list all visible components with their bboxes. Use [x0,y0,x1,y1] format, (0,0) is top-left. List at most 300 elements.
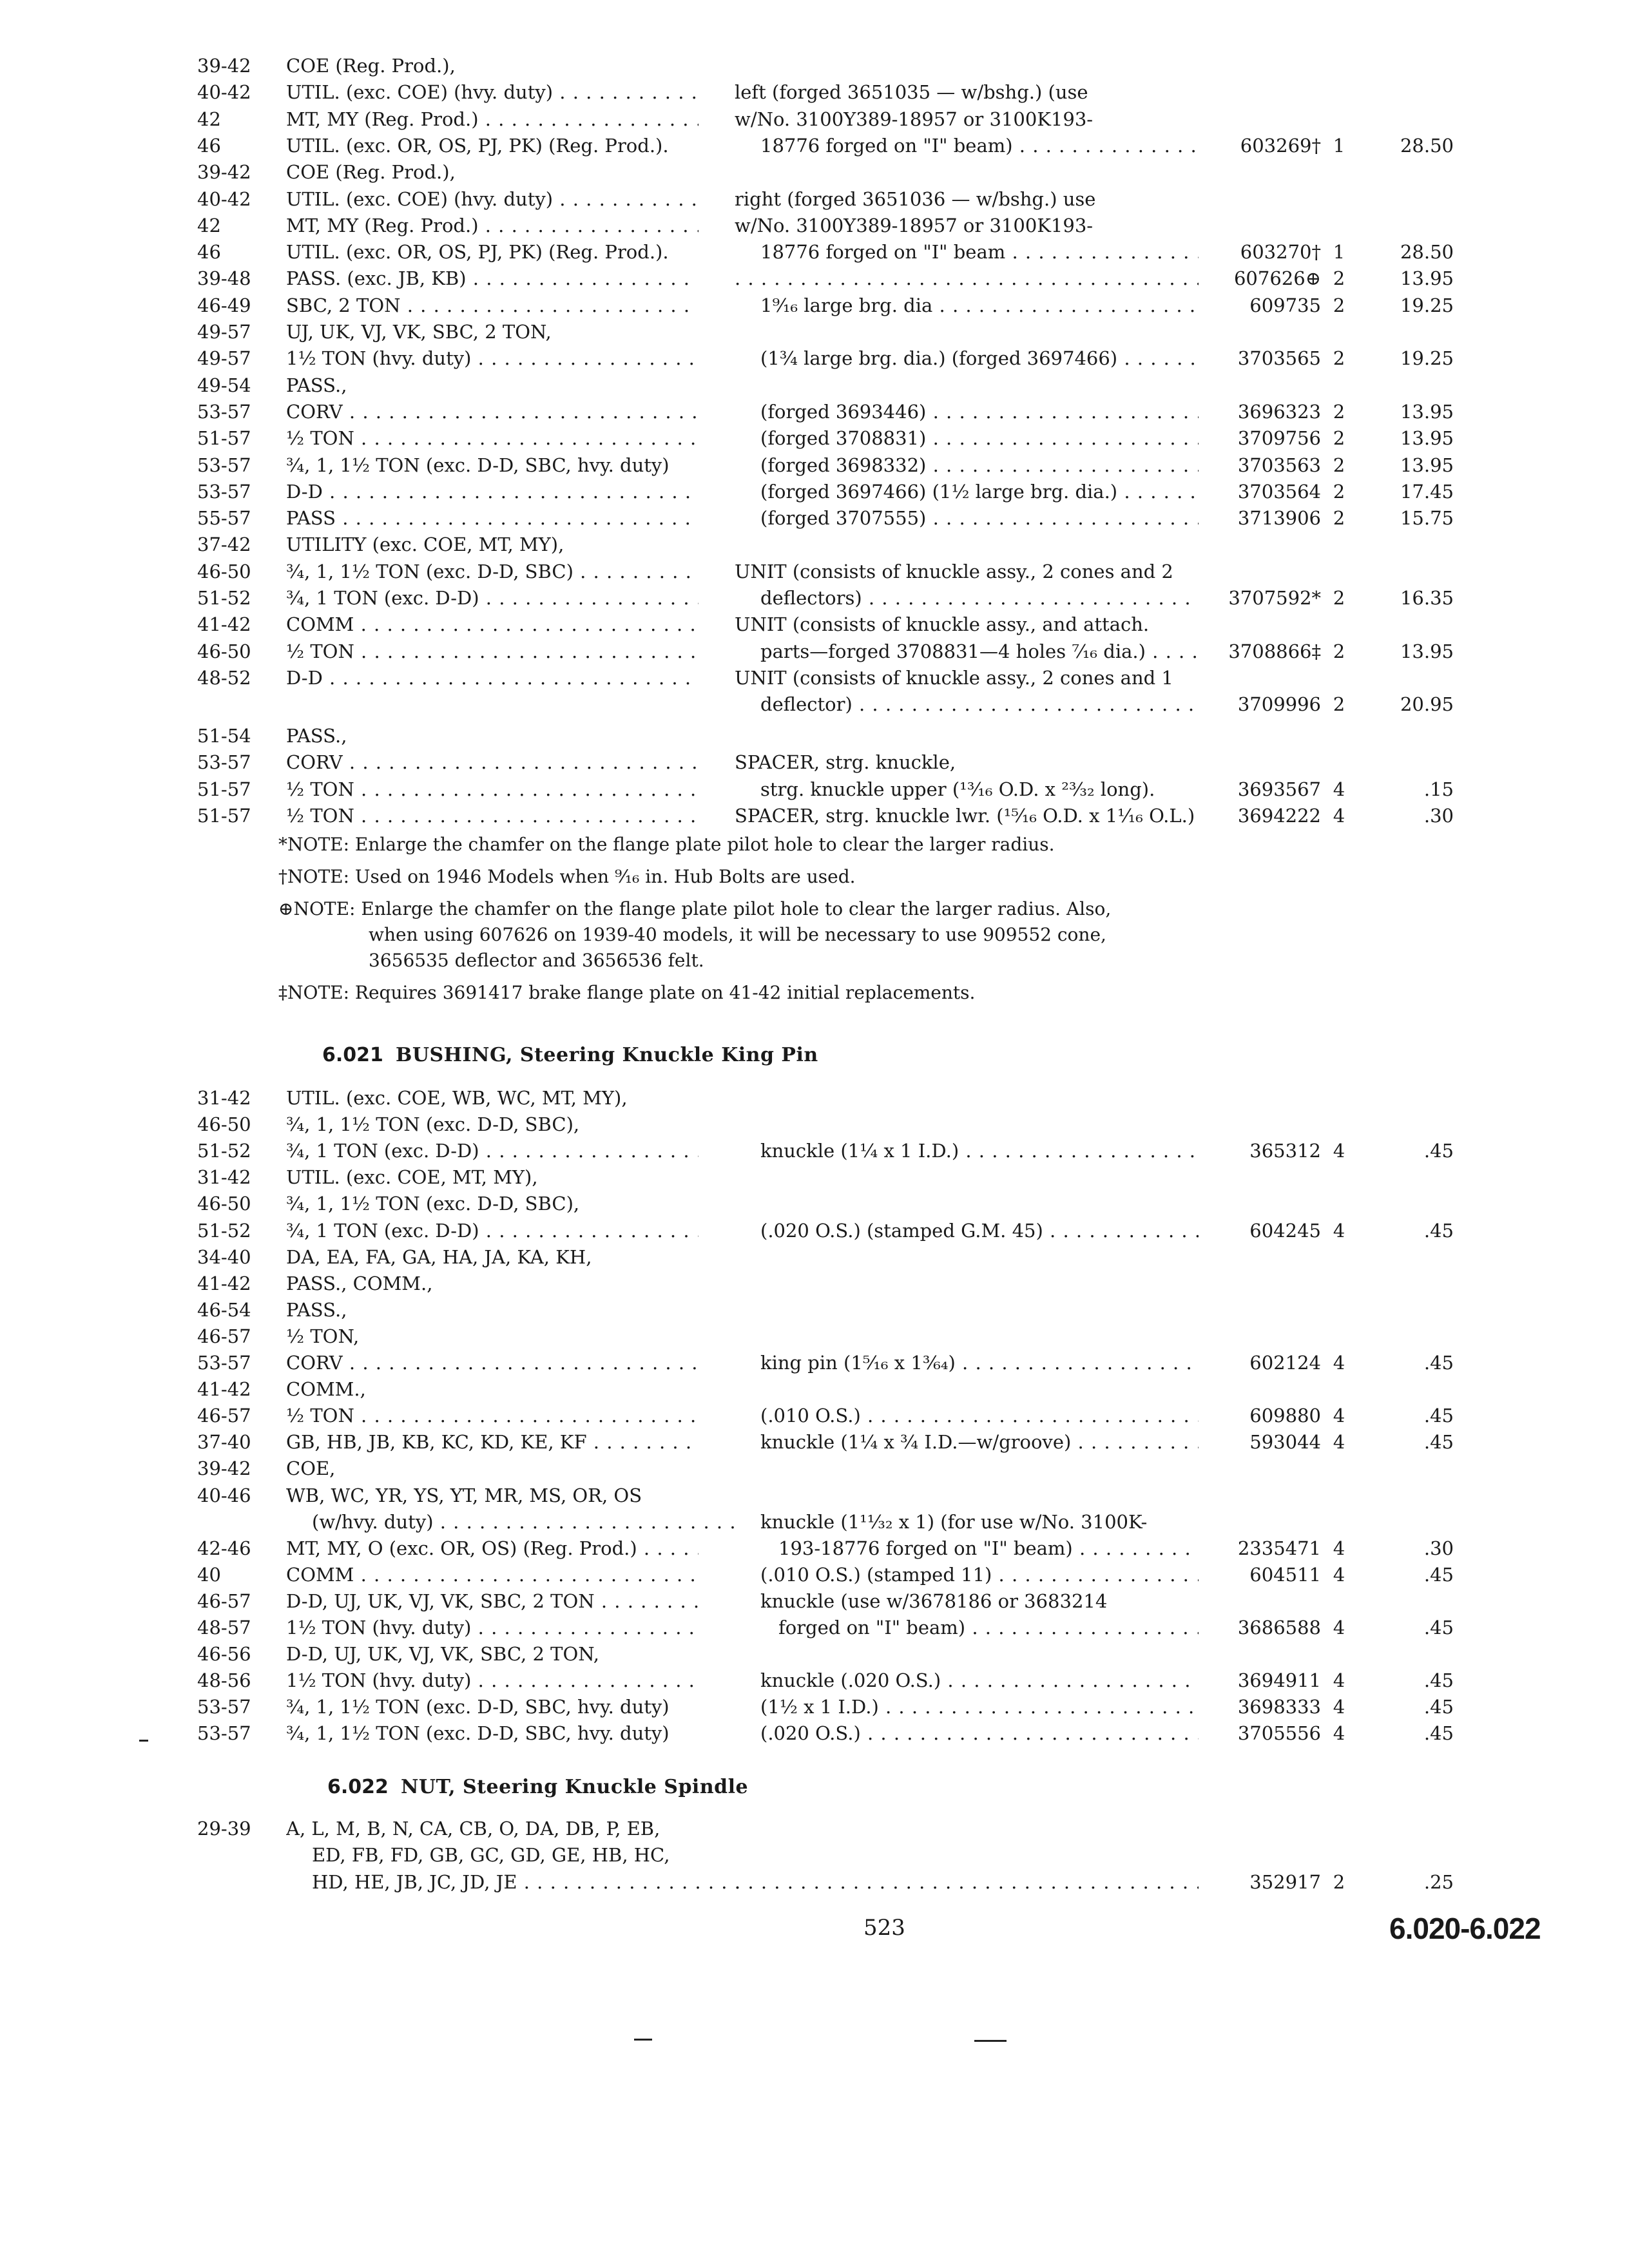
part-description [735,1456,1199,1481]
part-description-text: 193-18776 forged on "I" beam) . . . [735,1535,1199,1561]
model-years: 53-57 [197,751,251,774]
table-row [0,1483,1629,1508]
model-applicability [286,372,699,398]
table-row [0,776,1629,802]
model-years: 51-54 [197,725,251,747]
model-applicability [286,106,699,132]
model-years: 55-57 [197,507,251,530]
part-description [735,1323,1199,1349]
model-years: 48-56 [197,1669,251,1692]
model-applicability [286,1350,699,1376]
part-description-text: knuckle (1¼ x 1 I.D.) . . . [735,1138,1199,1164]
table-row [0,749,1629,775]
price: .45 [1423,1219,1454,1242]
model-applicability [286,1641,699,1667]
part-description [735,611,1199,637]
table-row [0,1869,1629,1895]
quantity: 2 [1333,507,1345,530]
model-applicability-text: ½ TON . . . [286,1403,699,1428]
model-applicability-text: UTIL. (exc. COE, WB, WC, MT, MY), [286,1087,628,1109]
table-row [0,79,1629,105]
table-row [0,213,1629,238]
table-row [0,639,1629,664]
model-applicability-text: COE (Reg. Prod.), [286,161,456,184]
table-row [0,479,1629,505]
model-years: 46-49 [197,294,251,316]
model-years: 39-42 [197,161,251,184]
part-description [735,505,1199,531]
model-applicability-text: SBC, 2 TON . . . [286,293,699,318]
model-applicability-text: PASS., [286,1298,347,1321]
section-heading-6022 [327,1774,748,1800]
model-applicability-text: ¾, 1, 1½ TON (exc. D-D, SBC) . . . [286,559,699,584]
scan-mark [139,1740,148,1742]
part-description [735,1869,1199,1895]
part-description-text: knuckle (1¹¹⁄₃₂ x 1) (for use w/No. 3100K- [760,1510,1148,1533]
price: .15 [1423,778,1454,800]
table-row [0,1085,1629,1111]
part-description [735,803,1199,829]
model-applicability [286,1509,744,1535]
table-row [0,106,1629,132]
part-description-text: (forged 3707555) . . . [735,505,1199,531]
model-applicability-text: UTIL. (exc. COE) (hvy. duty) . . . [286,79,699,105]
table-row [0,505,1629,531]
part-description [735,1244,1199,1270]
table-row [0,1244,1629,1270]
model-applicability [286,1297,699,1323]
part-description [735,749,1199,775]
table-row [0,1191,1629,1216]
scan-mark [634,2039,652,2041]
table-row [0,723,1629,749]
footnote-continuation [369,948,704,973]
table-row [0,345,1629,371]
table-row [0,293,1629,318]
model-applicability-text: 1½ TON (hvy. duty) . . . [286,1615,699,1640]
table-row [0,1271,1629,1296]
model-applicability-text: CORV . . . [286,399,699,425]
price: .45 [1423,1140,1454,1162]
part-description [735,1297,1199,1323]
model-applicability [286,505,699,531]
model-applicability [286,452,699,478]
model-applicability [286,1869,744,1895]
price: .30 [1423,1537,1454,1559]
footnote [278,865,856,889]
model-years: 37-40 [197,1431,251,1454]
part-description-text: (forged 3697466) (1½ large brg. dia.) . . . [735,479,1199,505]
model-applicability [286,1588,699,1614]
section-title: NUT, Steering Knuckle Spindle [400,1776,749,1798]
model-years: 40-42 [197,81,251,104]
price: 28.50 [1400,241,1454,264]
part-description-text: king pin (1⁵⁄₁₆ x 1³⁄₆₄) . . . [735,1350,1199,1376]
model-applicability [286,1694,699,1720]
model-years: 40-46 [197,1484,251,1506]
model-years: 40-42 [197,187,251,210]
price: .45 [1423,1431,1454,1454]
footnote-marker: ⊕ [278,898,294,919]
part-description-text: 18776 forged on "I" beam) . . . [735,133,1199,159]
table-row [0,1641,1629,1667]
model-applicability-text: ¾, 1 TON (exc. D-D) . . . [286,1138,699,1164]
model-applicability-text: ¾, 1, 1½ TON (exc. D-D, SBC, hvy. duty) [286,1722,670,1745]
model-years: 46-57 [197,1325,251,1347]
model-years: 46-54 [197,1298,251,1321]
part-description-text: knuckle (use w/3678186 or 3683214 [760,1590,1108,1612]
price: 13.95 [1400,427,1454,450]
part-description [735,1218,1199,1244]
section-range: 6.020-6.022 [1389,1912,1541,1945]
model-applicability-text: PASS., [286,374,347,396]
quantity: 4 [1333,1696,1345,1718]
part-description-text: w/No. 3100Y389-18957 or 3100K193- [735,214,1094,236]
table-row [0,1138,1629,1164]
part-description [735,532,1199,557]
model-applicability-text: 1½ TON (hvy. duty) . . . [286,345,699,371]
footnote [278,832,1055,857]
model-applicability-text: ½ TON . . . [286,639,699,664]
table-row [0,1350,1629,1376]
model-applicability [286,1403,699,1428]
part-description [735,1588,1199,1614]
model-years: 46-56 [197,1643,251,1666]
model-years: 42 [197,108,221,130]
part-description-text: parts—forged 3708831—4 holes ⁷⁄₁₆ dia.) . . . [735,639,1199,664]
model-applicability [286,1244,699,1270]
model-years: 46-57 [197,1590,251,1612]
quantity: 1 [1333,134,1345,157]
model-years: 49-54 [197,374,251,396]
model-applicability-text: UTIL. (exc. OR, OS, PJ, PK) (Reg. Prod.). [286,134,669,157]
quantity: 2 [1333,640,1345,662]
table-row [0,559,1629,584]
table-row [0,1816,1629,1841]
quantity: 4 [1333,1537,1345,1559]
part-description [735,1562,1199,1588]
footnote-text: NOTE: Used on 1946 Models when ⁹⁄₁₆ in. Hub Bolts are used. [287,866,856,887]
part-number: 603269† [1240,134,1321,157]
model-applicability [286,159,699,185]
model-years: 42-46 [197,1537,251,1559]
model-years: 31-42 [197,1166,251,1189]
part-description-text: deflectors) . . . [735,585,1199,611]
model-applicability-text: GB, HB, JB, KB, KC, KD, KE, KF . . . [286,1429,699,1455]
part-number: 3709756 [1237,427,1321,450]
table-row [0,1111,1629,1137]
part-description [735,133,1199,159]
part-description [735,1138,1199,1164]
price: .45 [1423,1696,1454,1718]
part-number: 604245 [1249,1219,1321,1242]
quantity: 2 [1333,587,1345,609]
model-applicability [286,532,699,557]
price: 17.45 [1400,480,1454,503]
part-number: 3703563 [1237,454,1321,476]
table-row [0,1509,1629,1535]
part-description [735,265,1199,291]
model-applicability-text: ¾, 1 TON (exc. D-D) . . . [286,585,699,611]
table-row [0,1456,1629,1481]
part-number: 3696323 [1237,400,1321,423]
table-row [0,1164,1629,1190]
part-description [735,585,1199,611]
model-applicability-text: MT, MY (Reg. Prod.) . . . [286,213,699,238]
quantity: 2 [1333,400,1345,423]
quantity: 4 [1333,1617,1345,1639]
part-number: 3707592* [1228,587,1321,609]
quantity: 2 [1333,427,1345,450]
table-row [0,1694,1629,1720]
part-description [735,372,1199,398]
table-row [0,803,1629,829]
footnote [278,897,1111,921]
model-years: 48-57 [197,1617,251,1639]
quantity: 4 [1333,778,1345,800]
part-description-text: forged on "I" beam) . . . [735,1615,1199,1640]
price: .30 [1423,804,1454,827]
part-description [735,1615,1199,1640]
footnote-text: NOTE: Enlarge the chamfer on the flange plate pilot hole to clear the larger radius. Also, [293,898,1112,919]
table-row [0,133,1629,159]
model-years: 41-42 [197,1272,251,1294]
price: 13.95 [1400,267,1454,290]
model-applicability [286,723,699,749]
part-description-text: 18776 forged on "I" beam . . . [735,239,1199,265]
model-applicability-text: D-D . . . [286,665,699,691]
part-description [735,1350,1199,1376]
model-applicability [286,1456,699,1481]
table-row [0,1720,1629,1746]
model-applicability-text: 1½ TON (hvy. duty) . . . [286,1667,699,1693]
part-description [735,479,1199,505]
part-description [735,319,1199,345]
model-years: 53-57 [197,1696,251,1718]
part-description [735,1842,1199,1868]
part-description-text: (.010 O.S.) (stamped 11) . . . [735,1562,1199,1588]
footnote-text: NOTE: Enlarge the chamfer on the flange plate pilot hole to clear the larger radius. [287,834,1055,855]
model-applicability-text: ¾, 1, 1½ TON (exc. D-D, SBC, hvy. duty) [286,454,670,476]
quantity: 2 [1333,347,1345,370]
table-row [0,452,1629,478]
part-description-text: (.010 O.S.) . . . [735,1403,1199,1428]
price: 15.75 [1400,507,1454,530]
part-description [735,691,1199,717]
part-number: 3693567 [1237,778,1321,800]
model-applicability-text: UJ, UK, VJ, VK, SBC, 2 TON, [286,321,552,343]
section-number: 6.021 [322,1044,383,1066]
model-applicability [286,1615,699,1640]
price: 19.25 [1400,347,1454,370]
footnote-text: NOTE: Requires 3691417 brake flange plate on 41-42 initial replacements. [287,982,976,1003]
part-description-text: w/No. 3100Y389-18957 or 3100K193- [735,108,1094,130]
price: .45 [1423,1352,1454,1374]
table-row [0,1218,1629,1244]
model-applicability [286,803,699,829]
model-applicability-text: COMM . . . [286,611,699,637]
model-years: 51-52 [197,587,251,609]
part-number: 365312 [1249,1140,1321,1162]
quantity: 2 [1333,294,1345,316]
model-applicability [286,1483,699,1508]
part-description-text [735,265,1199,291]
model-applicability-text: UTIL. (exc. COE, MT, MY), [286,1166,538,1189]
scan-mark [974,2040,1007,2042]
model-applicability-text: PASS. (exc. JB, KB) . . . [286,265,699,291]
model-years: 39-42 [197,1457,251,1480]
part-description [735,1509,1199,1535]
table-row [0,159,1629,185]
part-number: 3708866‡ [1228,640,1321,662]
part-number: 3713906 [1237,507,1321,530]
part-description [735,186,1199,212]
model-years: 53-57 [197,480,251,503]
page-number: 523 [863,1915,905,1941]
table-row [0,611,1629,637]
table-row [0,399,1629,425]
part-description-text: SPACER, strg. knuckle lwr. (¹⁵⁄₁₆ O.D. x 1¹⁄₁₆ O.L.) [735,804,1195,827]
model-applicability [286,479,699,505]
quantity: 4 [1333,1669,1345,1692]
section-heading-6021 [322,1043,818,1068]
model-years: 34-40 [197,1245,251,1268]
part-description [735,1667,1199,1693]
model-applicability [286,1323,699,1349]
price: .45 [1423,1563,1454,1586]
model-applicability-text: ED, FB, FD, GB, GC, GD, GE, HB, HC, [312,1844,670,1867]
part-description [735,106,1199,132]
table-row [0,532,1629,557]
part-description-text: deflector) . . . [735,691,1199,717]
model-applicability [286,1562,699,1588]
model-applicability [286,1218,699,1244]
part-description [735,1694,1199,1720]
model-years: 51-57 [197,427,251,450]
price: .25 [1423,1870,1454,1893]
model-applicability [286,611,699,637]
part-description-text: knuckle (1¼ x ¾ I.D.—w/groove) . . . [735,1429,1199,1455]
table-row [0,1403,1629,1428]
part-number: 3698333 [1237,1696,1321,1718]
footnote [278,981,975,1005]
part-description-text: 1⁹⁄₁₆ large brg. dia . . . [735,293,1199,318]
part-number: 3703564 [1237,480,1321,503]
model-applicability-text: HD, HE, JB, JC, JD, JE . . . [286,1869,744,1895]
model-years: 41-42 [197,1378,251,1401]
part-description [735,425,1199,451]
quantity: 4 [1333,1405,1345,1427]
part-description-text: (forged 3698332) . . . [735,452,1199,478]
part-description-text: knuckle (.020 O.S.) . . . [735,1667,1199,1693]
footnote-marker: ‡ [278,982,287,1003]
table-row [0,1297,1629,1323]
part-description [735,1403,1199,1428]
model-years: 46 [197,241,221,264]
price: .45 [1423,1617,1454,1639]
part-description [735,345,1199,371]
price: .45 [1423,1722,1454,1745]
part-description [735,79,1199,105]
part-description [735,1720,1199,1746]
quantity: 2 [1333,693,1345,716]
part-description [735,452,1199,478]
part-description [735,1376,1199,1402]
part-description [735,1535,1199,1561]
part-number: 3694222 [1237,804,1321,827]
model-applicability [286,319,699,345]
model-applicability-text: CORV . . . [286,749,699,775]
table-row [0,53,1629,79]
price: 20.95 [1400,693,1454,716]
model-years: 39-48 [197,267,251,290]
part-description [735,1111,1199,1137]
model-applicability-text: PASS . . . [286,505,699,531]
part-number: 3694911 [1237,1669,1321,1692]
model-years: 46-50 [197,1193,251,1215]
price: 13.95 [1400,640,1454,662]
model-applicability [286,425,699,451]
model-applicability [286,293,699,318]
model-applicability-text: UTIL. (exc. OR, OS, PJ, PK) (Reg. Prod.). [286,241,669,264]
part-description [735,53,1199,79]
model-applicability [286,53,699,79]
part-number: 602124 [1249,1352,1321,1374]
part-description [735,1271,1199,1296]
model-years: 42 [197,214,221,236]
price: 16.35 [1400,587,1454,609]
part-description [735,665,1199,691]
model-applicability-text: ½ TON . . . [286,425,699,451]
price: 13.95 [1400,400,1454,423]
part-description-text: (1½ x 1 I.D.) . . . [735,1694,1199,1720]
model-applicability [286,1111,699,1137]
table-row [0,1562,1629,1588]
table-row [0,319,1629,345]
model-applicability-text: ¾, 1, 1½ TON (exc. D-D, SBC, hvy. duty) [286,1696,670,1718]
model-applicability-text: UTIL. (exc. COE) (hvy. duty) . . . [286,186,699,212]
model-applicability-text: A, L, M, B, N, CA, CB, O, DA, DB, P, EB, [286,1818,660,1840]
model-applicability [286,399,699,425]
model-years: 53-57 [197,454,251,476]
footnote-marker: * [278,834,287,855]
model-years: 53-57 [197,1352,251,1374]
part-description-text: SPACER, strg. knuckle, [735,751,956,774]
table-row [0,1667,1629,1693]
model-applicability-text: D-D . . . [286,479,699,505]
model-years: 40 [197,1563,221,1586]
model-applicability [286,1842,744,1868]
table-row [0,1429,1629,1455]
model-applicability-text: MT, MY, O (exc. OR, OS) (Reg. Prod.) . . . [286,1535,699,1561]
model-applicability-text: DA, EA, FA, GA, HA, JA, KA, KH, [286,1245,592,1268]
model-applicability-text: (w/hvy. duty) . . . [286,1509,744,1535]
table-row [0,1588,1629,1614]
model-applicability-text: COE (Reg. Prod.), [286,55,456,77]
quantity: 2 [1333,454,1345,476]
model-applicability [286,749,699,775]
part-number: 3703565 [1237,347,1321,370]
model-years: 39-42 [197,55,251,77]
part-description-text: (.020 O.S.) . . . [735,1720,1199,1746]
model-applicability [286,639,699,664]
model-years: 31-42 [197,1087,251,1109]
part-description [735,159,1199,185]
part-description [735,1483,1199,1508]
part-description [735,1816,1199,1841]
part-description [735,1191,1199,1216]
quantity: 4 [1333,804,1345,827]
